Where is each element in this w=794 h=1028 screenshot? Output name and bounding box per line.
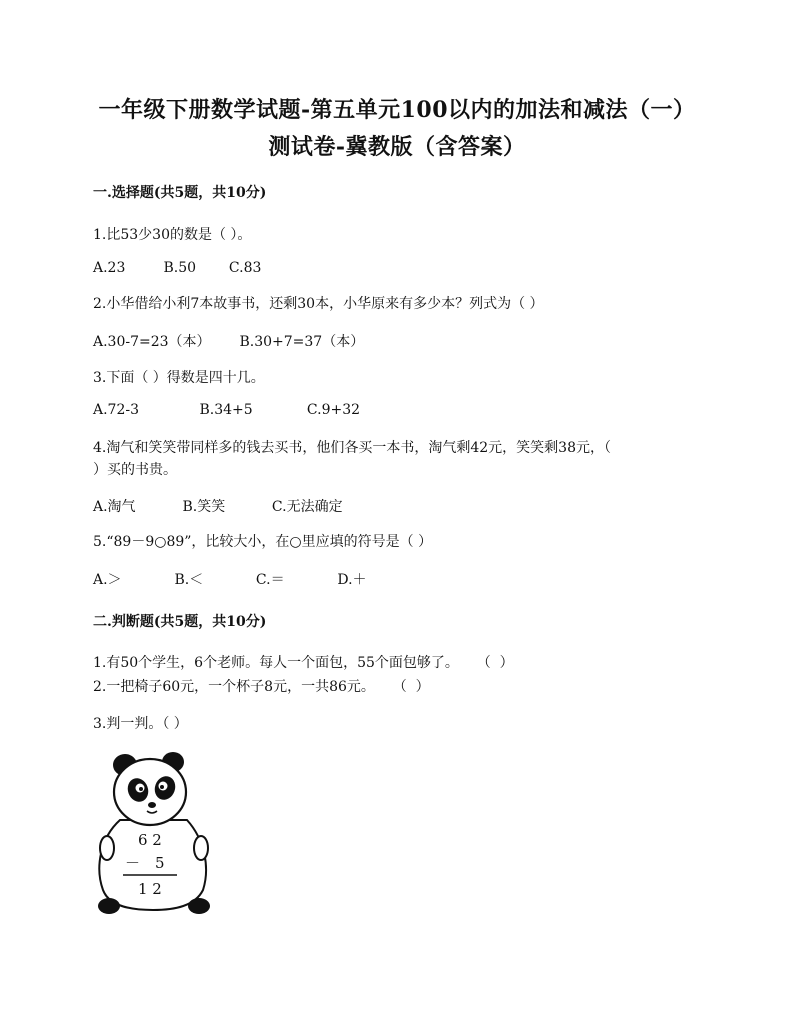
question-4-line1: 4.淘气和笑笑带同样多的钱去买书，他们各买一本书，淘气剩42元，笑笑剩38元，（ (93, 440, 611, 456)
panda-nose (148, 802, 156, 808)
question-1-options (93, 260, 261, 276)
option-b: B.30+7=37（本） (239, 334, 365, 350)
question-4-options (93, 496, 343, 516)
question-2-options (93, 331, 364, 351)
option-a: A.30-7=23（本） (93, 334, 211, 350)
option-a: A.23 (93, 260, 126, 276)
panda-head (114, 759, 186, 825)
question-1: 1.比53少30的数是（ ）。 (93, 227, 252, 243)
judge-question-1: 1.有50个学生，6个老师。每人一个面包，55个面包够了。 （ ） (93, 655, 514, 671)
figure-minuend: 6 2 (138, 831, 162, 849)
option-d: D.＋ (337, 572, 367, 588)
panda-arm-left (100, 836, 114, 860)
option-c: C.＝ (255, 572, 285, 588)
option-c: C.83 (228, 260, 262, 276)
question-5: 5.“89－9○89”，比较大小，在○里应填的符号是（ ） (93, 534, 433, 550)
option-b: B.＜ (174, 572, 204, 588)
question-5-options (93, 569, 367, 589)
panda-foot-left (98, 898, 120, 914)
section-judge-heading: 二.判断题(共5题，共10分) (93, 614, 267, 630)
option-a: A.72-3 (93, 402, 140, 418)
figure-subtrahend: 5 (155, 854, 165, 872)
option-c: C.无法确定 (271, 499, 343, 515)
section-choice-heading: 一.选择题(共5题，共10分) (93, 185, 267, 201)
option-c: C.9+32 (306, 402, 361, 418)
figure-minus-sign: － (125, 854, 141, 872)
page-title-line1: 一年级下册数学试题-第五单元100以内的加法和减法（一） (98, 97, 696, 123)
option-a: A.淘气 (93, 499, 136, 515)
question-2: 2.小华借给小利7本故事书，还剩30本，小华原来有多少本？列式为（ ） (93, 296, 544, 312)
option-a: A.＞ (93, 572, 122, 588)
judge-question-3: 3.判一判。（ ） (93, 716, 188, 732)
question-4-line2: ）买的书贵。 (93, 462, 177, 478)
page-title-line2: 测试卷-冀教版（含答案） (268, 134, 526, 160)
option-b: B.34+5 (199, 402, 253, 418)
question-3: 3.下面（ ）得数是四十几。 (93, 370, 265, 386)
option-b: B.笑笑 (182, 499, 226, 515)
option-b: B.50 (163, 260, 197, 276)
panda-foot-right (188, 898, 210, 914)
panda-arm-right (194, 836, 208, 860)
judge-question-2: 2.一把椅子60元，一个杯子8元，一共86元。 （ ） (93, 679, 430, 695)
question-3-options (93, 402, 360, 418)
figure-result: 1 2 (138, 880, 162, 898)
panda-figure (95, 748, 215, 920)
